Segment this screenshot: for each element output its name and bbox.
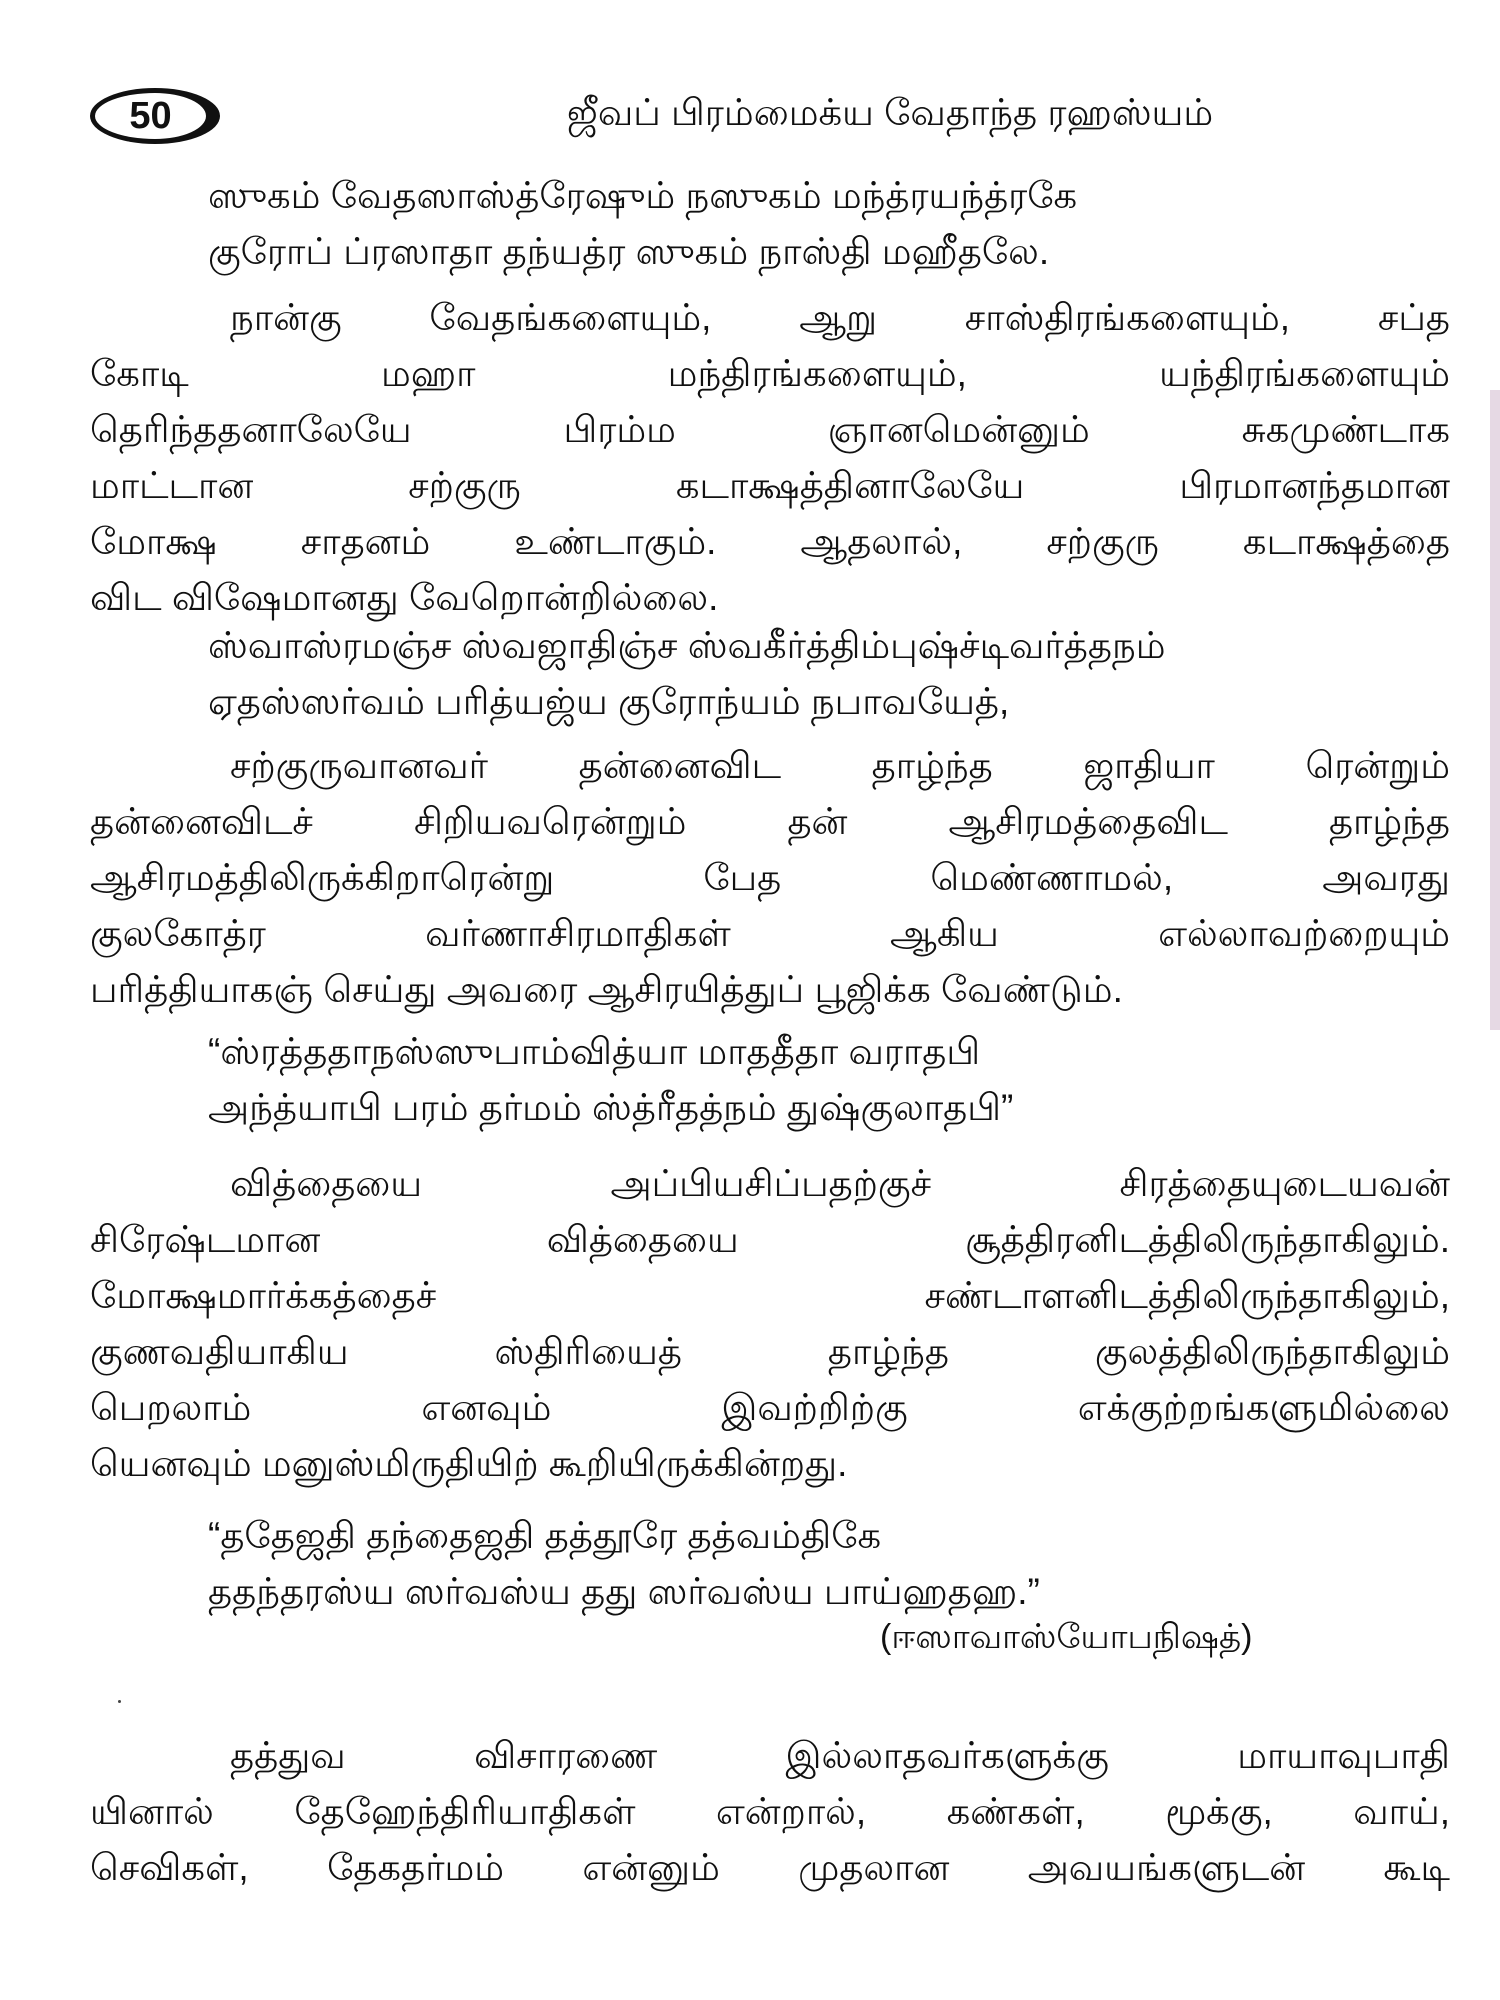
verse-line: “ஸ்ரத்ததாநஸ்ஸுபாம்வித்யா மாததீதா வராதபி bbox=[208, 1031, 981, 1072]
verse-line: குரோப் ப்ரஸாதா தந்யத்ர ஸுகம் நாஸ்தி மஹீதலே. bbox=[208, 231, 1050, 272]
paragraph-4 bbox=[90, 1728, 1450, 1896]
paragraph-line: தத்துவ விசாரணை இல்லாதவர்களுக்கு மாயாவுபாதி bbox=[230, 1735, 1450, 1776]
paragraph-line: ஆசிரமத்திலிருக்கிறாரென்று பேத மெண்ணாமல், அவரது bbox=[90, 857, 1450, 898]
paragraph-line: நான்கு வேதங்களையும், ஆறு சாஸ்திரங்களையும், சப்த bbox=[230, 297, 1450, 338]
paragraph-line: பெறலாம் எனவும் இவற்றிற்கு எக்குற்றங்களுமில்லை bbox=[90, 1387, 1450, 1428]
verse-1 bbox=[208, 168, 1458, 280]
verse-line: அந்த்யாபி பரம் தர்மம் ஸ்த்ரீதத்நம் துஷ்குலாதபி” bbox=[208, 1087, 1014, 1128]
paragraph-line: யினால் தேஹேந்திரியாதிகள் என்றால், கண்கள், மூக்கு, வாய், bbox=[90, 1791, 1450, 1832]
paragraph-line: தன்னைவிடச் சிறியவரென்றும் தன் ஆசிரமத்தைவிட தாழ்ந்த bbox=[90, 801, 1450, 842]
verse-2 bbox=[208, 618, 1458, 730]
verse-line: “ததேஜதி தந்தைஜதி தத்தூரே தத்வம்திகே bbox=[208, 1515, 882, 1556]
paragraph-line: குலகோத்ர வர்ணாசிரமாதிகள் ஆகிய எல்லாவற்றையும் bbox=[90, 913, 1450, 954]
paragraph-line: விட விஷேமானது வேறொன்றில்லை. bbox=[90, 577, 719, 618]
verse-source: (ஈஸாவாஸ்யோபநிஷத்) bbox=[880, 1618, 1253, 1656]
paragraph-line: மோக்ஷ சாதனம் உண்டாகும். ஆதலால், சற்குரு கடாக்ஷத்தை bbox=[90, 521, 1450, 562]
paragraph-line: மோக்ஷமார்க்கத்தைச் சண்டாளனிடத்திலிருந்தாகிலும், bbox=[90, 1275, 1450, 1316]
verse-4 bbox=[208, 1508, 1458, 1620]
paragraph-line: கோடி மஹா மந்திரங்களையும், யந்திரங்களையும் bbox=[90, 353, 1450, 394]
verse-3 bbox=[208, 1024, 1458, 1136]
paragraph-line: சற்குருவானவர் தன்னைவிட தாழ்ந்த ஜாதியா ரென்றும் bbox=[230, 745, 1450, 786]
running-title: ஜீவப் பிரம்மைக்ய வேதாந்த ரஹஸ்யம் bbox=[566, 92, 1214, 133]
paragraph-3 bbox=[90, 1156, 1450, 1492]
paragraph-line: பரித்தியாகஞ் செய்து அவரை ஆசிரயித்துப் பூஜிக்க வேண்டும். bbox=[90, 969, 1123, 1010]
verse-line: ஏதஸ்ஸர்வம் பரித்யஜ்ய குரோந்யம் நபாவயேத், bbox=[208, 681, 1010, 722]
paragraph-line: குணவதியாகிய ஸ்திரியைத் தாழ்ந்த குலத்திலிருந்தாகிலும் bbox=[90, 1331, 1450, 1372]
paragraph-line: மாட்டான சற்குரு கடாக்ஷத்தினாலேயே பிரமானந்தமான bbox=[90, 465, 1450, 506]
verse-line: ஸுகம் வேதஸாஸ்த்ரேஷும் நஸுகம் மந்த்ரயந்த்ரகே bbox=[208, 175, 1078, 216]
page-number: 50 bbox=[90, 88, 220, 144]
paragraph-line: வித்தையை அப்பியசிப்பதற்குச் சிரத்தையுடையவன் bbox=[230, 1163, 1450, 1204]
paragraph-line: சிரேஷ்டமான வித்தையை சூத்திரனிடத்திலிருந்தாகிலும். bbox=[90, 1219, 1450, 1260]
paragraph-1 bbox=[90, 290, 1450, 626]
paragraph-line: யெனவும் மனுஸ்மிருதியிற் கூறியிருக்கின்றது. bbox=[90, 1443, 848, 1484]
paragraph-line: செவிகள், தேகதர்மம் என்னும் முதலான அவயங்களுடன் கூடி bbox=[90, 1847, 1450, 1888]
verse-line: ஸ்வாஸ்ரமஞ்ச ஸ்வஜாதிஞ்ச ஸ்வகீர்த்திம்புஷ்ச்டிவர்த்தநம் bbox=[208, 625, 1166, 666]
page-header bbox=[90, 88, 1430, 146]
verse-line: ததந்தரஸ்ய ஸர்வஸ்ய தது ஸர்வஸ்ய பாய்ஹதஹ.” bbox=[208, 1571, 1040, 1612]
scan-speck bbox=[118, 1700, 121, 1703]
paragraph-line: தெரிந்ததனாலேயே பிரம்ம ஞானமென்னும் சுகமுண்டாக bbox=[90, 409, 1450, 450]
page-edge-strip bbox=[1490, 390, 1500, 1030]
paragraph-2 bbox=[90, 738, 1450, 1018]
